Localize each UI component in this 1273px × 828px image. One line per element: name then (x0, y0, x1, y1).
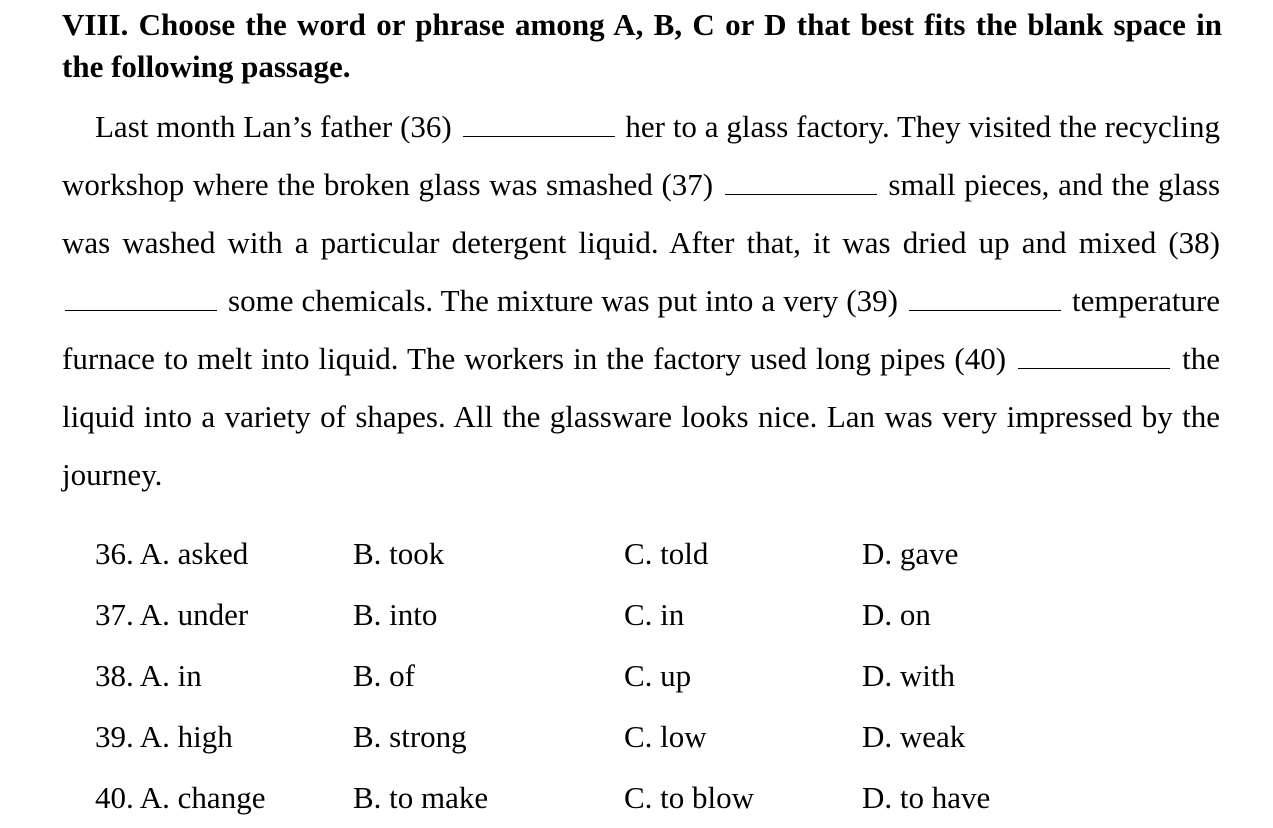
blank-38 (65, 280, 217, 311)
question-row-39 (95, 706, 1195, 767)
option-d: D. on (862, 597, 931, 632)
question-row-40 (95, 767, 1195, 828)
option-d: D. gave (862, 536, 959, 571)
passage-segment: some chemicals. The mixture was put into a very (39) (228, 283, 898, 318)
option-d: D. weak (862, 719, 966, 754)
passage-text (62, 98, 1220, 504)
option-c: C. low (624, 719, 707, 754)
question-row-37 (95, 584, 1195, 645)
option-b: B. took (353, 536, 445, 571)
passage-segment: her to a glass factory. They visited the recycling workshop where the broken glass was smashed (37) (62, 109, 1221, 202)
option-d: D. with (862, 658, 955, 693)
passage-segment: temperature furnace to melt into liquid. The workers in the factory used long pipes (40) (62, 283, 1221, 376)
blank-39 (909, 280, 1061, 311)
option-c: C. up (624, 658, 692, 693)
option-a: 37. A. under (95, 597, 249, 632)
blank-36 (463, 106, 615, 137)
option-c: C. in (624, 597, 685, 632)
passage-segment: small pieces, and the glass was washed with a particular detergent liquid. After that, it was dried up and mixed (38) (62, 167, 1221, 260)
blank-37 (725, 164, 877, 195)
option-b: B. of (353, 658, 415, 693)
option-a: 39. A. high (95, 719, 233, 754)
option-c: C. told (624, 536, 709, 571)
option-c: C. to blow (624, 780, 755, 815)
option-b: B. strong (353, 719, 467, 754)
section-heading: VIII. Choose the word or phrase among A, B, C or D that best fits the blank space in the following passage. (62, 7, 1222, 84)
question-row-36 (95, 523, 1195, 584)
blank-40 (1018, 338, 1170, 369)
option-b: B. to make (353, 780, 489, 815)
option-b: B. into (353, 597, 438, 632)
question-list (95, 523, 1195, 828)
option-d: D. to have (862, 780, 991, 815)
passage-segment: the liquid into a variety of shapes. All the glassware looks nice. Lan was very impressed by the journey. (62, 341, 1220, 492)
question-row-38 (95, 645, 1195, 706)
option-a: 40. A. change (95, 780, 266, 815)
option-a: 38. A. in (95, 658, 202, 693)
option-a: 36. A. asked (95, 536, 249, 571)
passage-segment: Last month Lan’s father (36) (95, 109, 452, 144)
